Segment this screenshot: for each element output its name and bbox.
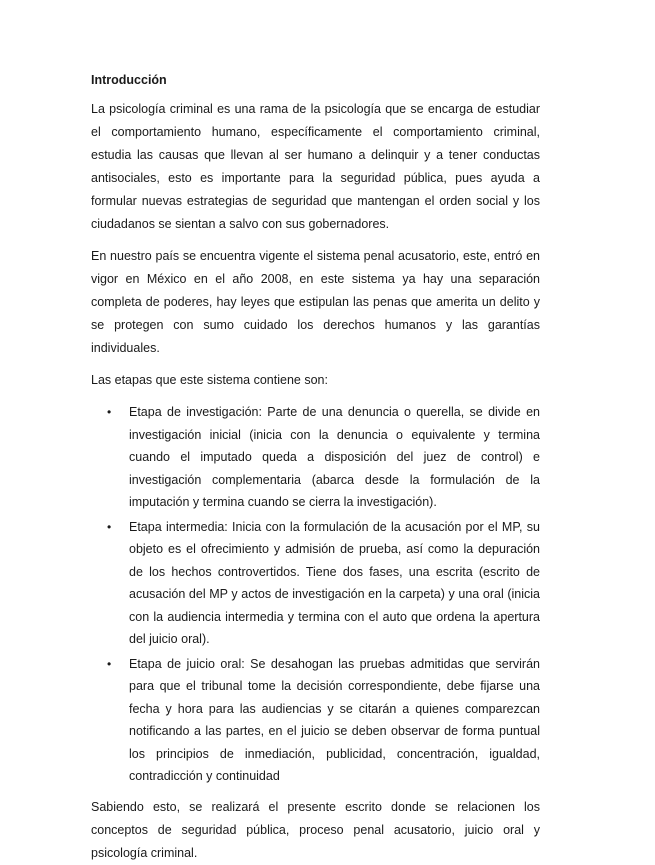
paragraph-system: En nuestro país se encuentra vigente el sistema penal acusatorio, este, entró en vigor en México en el año 2008, en este sistema ya hay una separación completa de poderes, hay leyes que estipulan las penas que amerita un delito y se protegen con sumo cuidado los derechos humanos y las garantías individuales.	[91, 249, 540, 355]
bullet-icon: •	[107, 656, 112, 671]
list-item-text: Etapa de investigación: Parte de una denuncia o querella, se divide en investigación inicial (inicia con la denuncia o equivalente y termina cuando el imputado queda a disposición del juez de control) e investigación complementaria (abarca desde la formulación de la imputación y termina cuando se cierra la investigación).	[129, 405, 540, 509]
bullet-icon: •	[107, 405, 112, 419]
paragraph-closing: Sabiendo esto, se realizará el presente escrito donde se relacionen los conceptos de seguridad pública, proceso penal acusatorio, juicio oral y psicología criminal.	[91, 799, 540, 860]
list-item-text: Etapa intermedia: Inicia con la formulación de la acusación por el MP, su objeto es el ofrecimiento y admisión de prueba, así como la depuración de los hechos controvertidos. Tiene dos fases, una escrita (escrito de acusación del MP y actos de investigación en la carpeta) y una oral (inicia con la audiencia intermedia y termina con el auto que ordena la apertura del juicio oral).	[129, 519, 540, 646]
list-item	[91, 653, 540, 788]
bullet-icon: •	[107, 519, 112, 534]
section-heading: Introducción	[91, 73, 167, 87]
paragraph-stages-intro: Las etapas que este sistema contiene son:	[91, 373, 328, 387]
stages-list	[91, 401, 540, 788]
paragraph-intro: La psicología criminal es una rama de la psicología que se encarga de estudiar el comportamiento humano, específicamente el comportamiento criminal, estudia las causas que llevan al ser humano a delinquir y a tener conductas antisociales, esto es importante para la seguridad pública, pues ayuda a formular nuevas estrategias de seguridad que mantengan el orden social y los ciudadanos se sientan a salvo con sus gobernadores.	[91, 102, 540, 231]
list-item-text: Etapa de juicio oral: Se desahogan las pruebas admitidas que servirán para que el tribunal tome la decisión correspondiente, debe fijarse una fecha y hora para las audiencias y se citarán a quienes comparezcan notificando a las partes, en el juicio se deben observar de forma puntual los principios de inmediación, publicidad, concentración, igualdad, contradicción y continuidad	[129, 656, 540, 783]
list-item	[91, 516, 540, 651]
list-item	[91, 401, 540, 514]
